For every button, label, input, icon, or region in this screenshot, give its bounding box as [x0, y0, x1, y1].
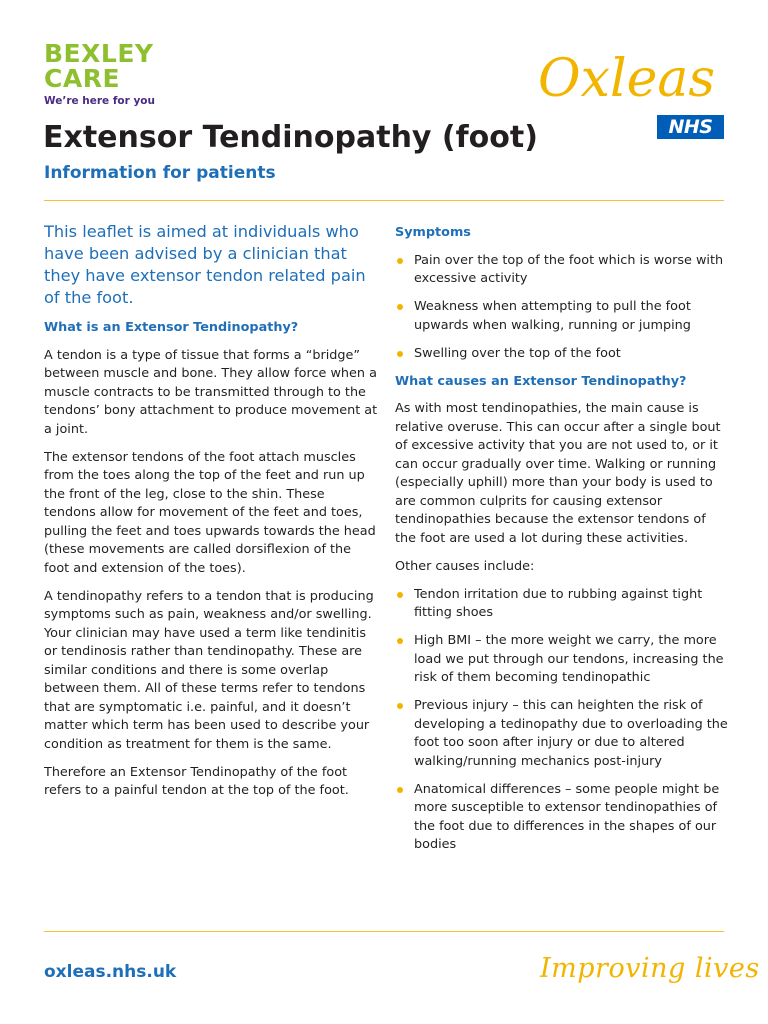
- right-column: [395, 224, 730, 864]
- brand-tagline: We’re here for you: [44, 95, 155, 107]
- left-column: [44, 221, 379, 810]
- list-item: Weakness when attempting to pull the foot upwards when walking, running or jumping: [395, 298, 730, 335]
- paragraph: A tendon is a type of tissue that forms a “bridge” between muscle and bone. They allow force when a muscle contracts to be transmitted through to the tendons’ bony attachment to produce movement at a joint.: [44, 347, 378, 437]
- list-item: High BMI – the more weight we carry, the more load we put through our tendons, increasing the risk of them becoming tendinopathic: [395, 632, 730, 688]
- intro-text: This leaflet is aimed at individuals who have been advised by a clinician that they have extensor tendon related pain of the foot.: [44, 222, 366, 307]
- oxleas-wordmark-graphic: [536, 38, 726, 118]
- list-item: Swelling over the top of the foot: [395, 345, 730, 364]
- list-item: Pain over the top of the foot which is worse with excessive activity: [395, 252, 730, 289]
- bexley-care-logo: [44, 41, 155, 107]
- section-heading-what-is: What is an Extensor Tendinopathy?: [44, 320, 299, 335]
- paragraph: Therefore an Extensor Tendinopathy of the foot refers to a painful tendon at the top of the foot.: [44, 764, 349, 798]
- header-divider: [44, 200, 724, 201]
- slogan: Improving lives: [540, 953, 760, 984]
- oxleas-wordmark: Oxleas: [538, 49, 716, 109]
- paragraph: The extensor tendons of the foot attach muscles from the toes along the top of the feet and run up the front of the leg, close to the shin. These tendons allow for movement of the feet and toes, pulling the feet and toes upwards towards the head (these movements are called dorsiflexion of the foot and extension of the toes).: [44, 449, 376, 576]
- paragraph: Other causes include:: [395, 558, 535, 574]
- footer-divider: [44, 931, 724, 932]
- paragraph: As with most tendinopathies, the main cause is relative overuse. This can occur after a single bout of excessive activity that you are not used to, or it can occur gradually over time. Walking or running (especially uphill) more than your body is used to are common culprits for causing extensor tendinopathies because the extensor tendons of the foot are used a lot during these activities.: [395, 401, 721, 546]
- brand-line-2: CARE: [44, 64, 121, 93]
- page-subtitle: Information for patients: [44, 163, 276, 183]
- symptoms-list: [395, 252, 730, 364]
- page-title: Extensor Tendinopathy (foot): [43, 120, 538, 155]
- website-link[interactable]: oxleas.nhs.uk: [44, 962, 177, 982]
- other-causes-list: [395, 586, 730, 855]
- list-item: Tendon irritation due to rubbing against tight fitting shoes: [395, 586, 730, 623]
- section-heading-causes: What causes an Extensor Tendinopathy?: [395, 373, 687, 389]
- list-item: Anatomical differences – some people might be more susceptible to extensor tendinopathies of the foot due to differences in the shapes of our bodies: [395, 781, 730, 855]
- nhs-logo: NHS: [657, 115, 724, 139]
- brand-line-1: BEXLEY: [44, 39, 154, 68]
- paragraph: A tendinopathy refers to a tendon that is producing symptoms such as pain, weakness and/or swelling. Your clinician may have used a term like tendinitis or tendinosis rather than tendinopathy. These are similar conditions and there is some overlap between them. All of these terms refer to tendons that are symptomatic i.e. painful, and it doesn’t matter which term has been used to describe your condition as treatment for them is the same.: [44, 588, 374, 752]
- section-heading-symptoms: Symptoms: [395, 225, 471, 240]
- list-item: Previous injury – this can heighten the risk of developing a tedinopathy due to overloading the foot too soon after injury or due to altered walking/running mechanics post-injury: [395, 697, 730, 771]
